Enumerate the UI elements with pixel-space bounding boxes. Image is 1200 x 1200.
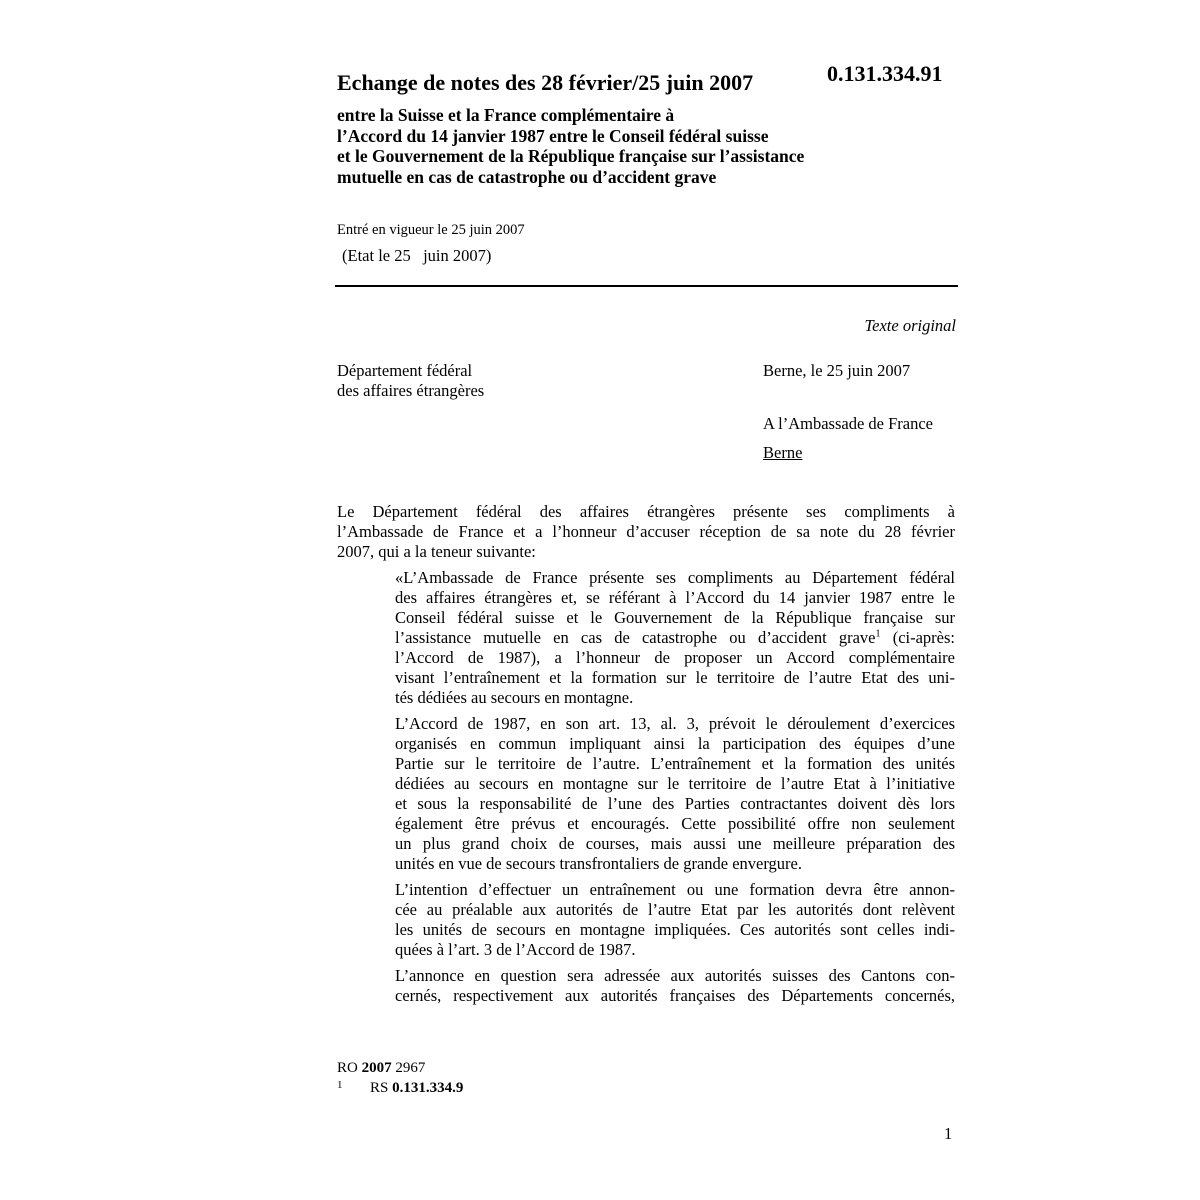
entry-into-force: Entré en vigueur le 25 juin 2007	[337, 222, 525, 238]
text-line: 2007, qui a la teneur suivante:	[337, 542, 536, 561]
document-subtitle	[337, 105, 957, 187]
state-date: (Etat le 25 juin 2007)	[342, 246, 492, 265]
recipient-name: A l’Ambassade de France	[763, 414, 933, 433]
text-line: L’Accord de 1987, en son art. 13, al. 3, prévoit le déroulement d’exercices	[395, 714, 955, 733]
footnotes	[337, 1058, 463, 1098]
footnote-sr-link[interactable]: 0.131.334.9	[392, 1080, 464, 1096]
text-line	[395, 628, 955, 648]
text-line: Conseil fédéral suisse et le Gouvernement de la République française sur	[395, 608, 955, 627]
subtitle-line: l’Accord du 14 janvier 1987 entre le Conseil fédéral suisse	[337, 125, 769, 146]
page-number: 1	[944, 1124, 953, 1143]
text-line: et sous la responsabilité de l’une des Parties contractantes doivent dès lors	[395, 794, 955, 813]
text-line: les unités de secours en montagne impliquées. Ces autorités sont celles indi-	[395, 920, 955, 939]
text-fragment: (ci-après:	[880, 628, 956, 647]
text-line: Partie sur le territoire de l’autre. L’entraînement et la formation des unités	[395, 754, 955, 773]
quote-paragraph	[395, 568, 955, 708]
ro-prefix: RO	[337, 1060, 362, 1076]
text-line: quées à l’art. 3 de l’Accord de 1987.	[395, 940, 636, 959]
ro-reference	[337, 1058, 463, 1078]
header-divider	[335, 285, 958, 287]
sender-block	[337, 361, 484, 401]
quote-paragraph	[395, 966, 955, 1006]
text-line: organisés en commun impliquant ainsi la participation des équipes d’une	[395, 734, 955, 753]
text-line: «L’Ambassade de France présente ses compliments au Département fédéral	[395, 568, 955, 587]
quote-paragraph	[395, 714, 955, 874]
text-line: l’Accord de 1987), a l’honneur de proposer un Accord complémentaire	[395, 648, 955, 667]
text-line: tés dédiées au secours en montagne.	[395, 688, 634, 707]
subtitle-line: et le Gouvernement de la République française sur l’assistance	[337, 146, 805, 166]
text-line: Le Département fédéral des affaires étrangères présente ses compliments à	[337, 502, 955, 521]
intro-paragraph	[337, 502, 955, 562]
letter-body	[337, 502, 955, 1012]
text-line: dédiées au secours en montagne sur le territoire de l’autre Etat à l’initiative	[395, 774, 955, 793]
recipient-block	[763, 409, 933, 467]
quoted-note	[395, 568, 955, 1006]
text-line: également être prévus et encouragés. Cette possibilité offre non seulement	[395, 814, 955, 833]
text-line: cernés, respectivement aux autorités françaises des Départements concernés,	[395, 986, 955, 1005]
text-line: des affaires étrangères et, se référant à l’Accord du 14 janvier 1987 entre le	[395, 588, 955, 607]
sender-line: Département fédéral	[337, 361, 473, 380]
footnote-1	[337, 1078, 463, 1098]
subtitle-line: mutuelle en cas de catastrophe ou d’accident grave	[337, 166, 717, 187]
original-text-label: Texte original	[864, 316, 956, 335]
footnote-number: 1	[337, 1079, 343, 1091]
text-fragment: l’assistance mutuelle en cas de catastrophe ou d’accident grave	[395, 628, 876, 647]
ro-page: 2967	[391, 1060, 426, 1076]
subtitle-line: entre la Suisse et la France complémentaire à	[337, 105, 675, 125]
document-title: Echange de notes des 28 février/25 juin 2007	[337, 70, 754, 95]
sr-number: 0.131.334.91	[827, 61, 943, 86]
ro-year: 2007	[361, 1060, 392, 1076]
text-line: cée au préalable aux autorités de l’autre Etat par les autorités dont relèvent	[395, 900, 955, 919]
place-date: Berne, le 25 juin 2007	[763, 361, 911, 380]
footnote-ref[interactable]: 1	[875, 628, 881, 640]
quote-paragraph	[395, 880, 955, 960]
text-line: L’annonce en question sera adressée aux autorités suisses des Cantons con-	[395, 966, 955, 985]
text-line: un plus grand choix de courses, mais aussi une meilleure préparation des	[395, 834, 955, 853]
text-line: L’intention d’effectuer un entraînement ou une formation devra être annon-	[395, 880, 955, 899]
recipient-city: Berne	[763, 443, 803, 462]
text-line: unités en vue de secours transfrontaliers de grande envergure.	[395, 854, 802, 873]
text-line: visant l’entraînement et la formation sur le territoire de l’autre Etat des uni-	[395, 668, 955, 687]
footnote-prefix: RS	[370, 1080, 393, 1096]
text-line: l’Ambassade de France et a l’honneur d’accuser réception de sa note du 28 février	[337, 522, 955, 541]
sender-line: des affaires étrangères	[337, 381, 485, 400]
